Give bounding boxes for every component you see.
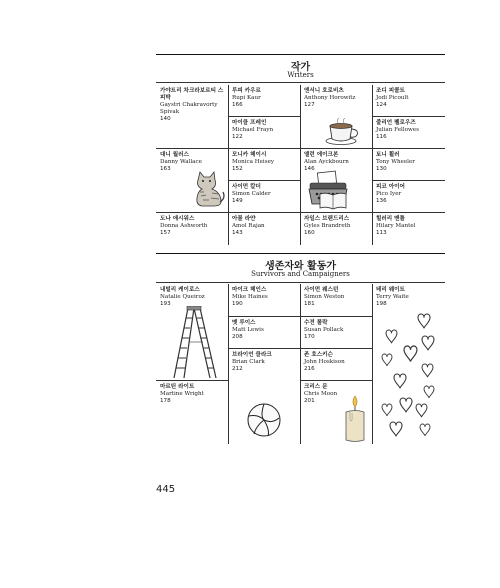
writer-entry [228,86,300,109]
writer-name-ko: 모니카 헤이시 [232,152,267,158]
divider [228,85,229,245]
writer-page: 122 [232,134,243,140]
writer-entry [372,150,445,173]
divider [156,380,228,381]
writer-name-en: Gaystri Chakravorty Spivak [160,102,218,115]
writer-name-ko: 사이먼 칼더 [232,184,261,190]
candle-icon [340,394,370,444]
writer-page: 140 [160,116,171,122]
writer-name-en: Jodi Picoult [376,95,409,101]
writer-page: 166 [232,102,243,108]
divider [228,348,372,349]
writer-name-ko: 대니 월러스 [160,152,189,158]
divider [156,212,445,213]
cat-icon [192,168,226,208]
writer-page: 124 [376,102,387,108]
section-title-survivors-ko: 생존자와 활동가 [264,261,337,272]
section-title-writers-ko: 작가 [290,62,311,73]
survivor-page: 178 [160,398,171,404]
writer-entry [372,118,445,141]
page-number: 445 [156,484,176,495]
divider [228,284,229,444]
divider [156,82,445,83]
survivor-page: 190 [232,301,243,307]
survivor-page: 193 [160,301,171,307]
writer-page: 143 [232,230,243,236]
book-icon [318,190,348,210]
coffee-cup-icon [324,118,362,146]
writer-entry [228,214,300,237]
writer-name-en: Amol Rajan [232,223,265,229]
writer-page: 116 [376,134,387,140]
survivor-entry [228,350,300,373]
writer-entry [156,86,228,123]
survivor-page: 208 [232,334,243,340]
survivor-name-ko: 내털리 케이로스 [160,287,200,293]
writer-name-en: Rupi Kaur [232,95,261,101]
survivor-page: 212 [232,366,243,372]
survivor-entry [156,382,228,405]
writer-name-en: Hilary Mantel [376,223,416,229]
writer-name-ko: 앨런 에이크본 [304,152,339,158]
writer-name-ko: 조디 피콜트 [376,88,405,94]
survivor-page: 198 [376,301,387,307]
ladder-icon [170,306,220,380]
survivor-name-en: Chris Moon [304,391,338,397]
divider [372,85,373,245]
writer-name-en: Monica Heisey [232,159,275,165]
writer-page: 136 [376,198,387,204]
writer-name-en: Alan Ayckbourn [304,159,349,165]
survivor-name-ko: 브라이언 클라크 [232,352,272,358]
writer-entry [228,150,300,173]
survivor-name-ko: 테리 웨이트 [376,287,405,293]
survivor-entry [300,285,372,308]
writer-name-ko: 마이클 프레인 [232,120,267,126]
writer-entry [372,182,445,205]
writer-entry [228,118,300,141]
hearts-icon [376,312,444,444]
writer-name-en: Julian Fellowes [376,127,419,133]
survivor-name-ko: 존 호스키슨 [304,352,333,358]
writer-name-en: Pico Iyer [376,191,402,197]
writer-page: 152 [232,166,243,172]
writer-name-en: Donna Ashworth [160,223,208,229]
survivor-entry [300,350,372,373]
survivor-entry [300,318,372,341]
survivor-name-en: Simon Weston [304,294,345,300]
writer-name-ko: 앤서니 호로비츠 [304,88,344,94]
divider [372,284,373,444]
writer-name-ko: 토니 휠러 [376,152,400,158]
survivor-name-ko: 수전 폴락 [304,320,328,326]
section-rule [156,54,445,55]
writer-name-en: Danny Wallace [160,159,202,165]
survivor-name-en: Mike Haines [232,294,268,300]
writer-name-ko: 힐러리 맨틀 [376,216,405,222]
writer-name-en: Simon Calder [232,191,271,197]
divider [156,282,445,283]
survivor-name-en: Terry Waite [376,294,409,300]
divider [300,284,301,444]
survivor-page: 170 [304,334,315,340]
survivor-entry [228,285,300,308]
survivor-name-en: Susan Pollack [304,327,344,333]
writer-entry [156,214,228,237]
writer-name-en: Michael Frayn [232,127,274,133]
writer-name-ko: 루피 카우르 [232,88,261,94]
writer-entry [372,86,445,109]
section-title-survivors-en: Survivors and Campaigners [251,270,350,278]
writer-page: 160 [304,230,315,236]
writer-page: 157 [160,230,171,236]
divider [228,116,300,117]
writer-name-en: Anthony Horowitz [304,95,356,101]
writer-name-ko: 자일스 브랜드리스 [304,216,350,222]
survivor-entry [372,285,445,308]
writer-page: 163 [160,166,171,172]
survivor-name-en: Matt Lewis [232,327,264,333]
divider [372,180,445,181]
writer-page: 127 [304,102,315,108]
writer-page: 146 [304,166,315,172]
writer-name-en: Tony Wheeler [376,159,415,165]
writer-entry [228,182,300,205]
writer-name-ko: 피코 아이어 [376,184,405,190]
divider [156,148,445,149]
survivor-name-ko: 마르틴 라이트 [160,384,195,390]
survivor-name-en: Natalie Queiroz [160,294,205,300]
divider [228,180,300,181]
divider [300,380,372,381]
writer-name-ko: 아몰 라얀 [232,216,256,222]
writer-page: 130 [376,166,387,172]
writer-page: 113 [376,230,387,236]
volleyball-icon [246,402,282,438]
survivor-page: 181 [304,301,315,307]
survivor-page: 216 [304,366,315,372]
divider [372,116,445,117]
writer-entry [372,214,445,237]
writer-name-ko: 도나 애시워스 [160,216,195,222]
writer-name-ko: 줄리언 펠로우즈 [376,120,416,126]
survivor-name-ko: 마이크 헤인스 [232,287,267,293]
writer-name-ko: 가야트리 차크라보르티 스피박 [160,88,224,101]
survivor-name-ko: 맷 루이스 [232,320,256,326]
survivor-name-ko: 사이먼 웨스턴 [304,287,339,293]
writer-entry [300,214,372,237]
survivor-name-en: John Hoskison [304,359,345,365]
divider [300,85,301,245]
writer-page: 149 [232,198,243,204]
section-rule [156,253,445,254]
survivor-name-en: Brian Clark [232,359,265,365]
writer-entry [300,86,372,109]
section-title-writers-en: Writers [287,71,314,79]
survivor-entry [156,285,228,308]
survivor-name-en: Martine Wright [160,391,204,397]
survivor-page: 201 [304,398,315,404]
writer-name-en: Gyles Brandreth [304,223,351,229]
divider [228,316,372,317]
survivor-name-ko: 크리스 문 [304,384,328,390]
survivor-entry [228,318,300,341]
